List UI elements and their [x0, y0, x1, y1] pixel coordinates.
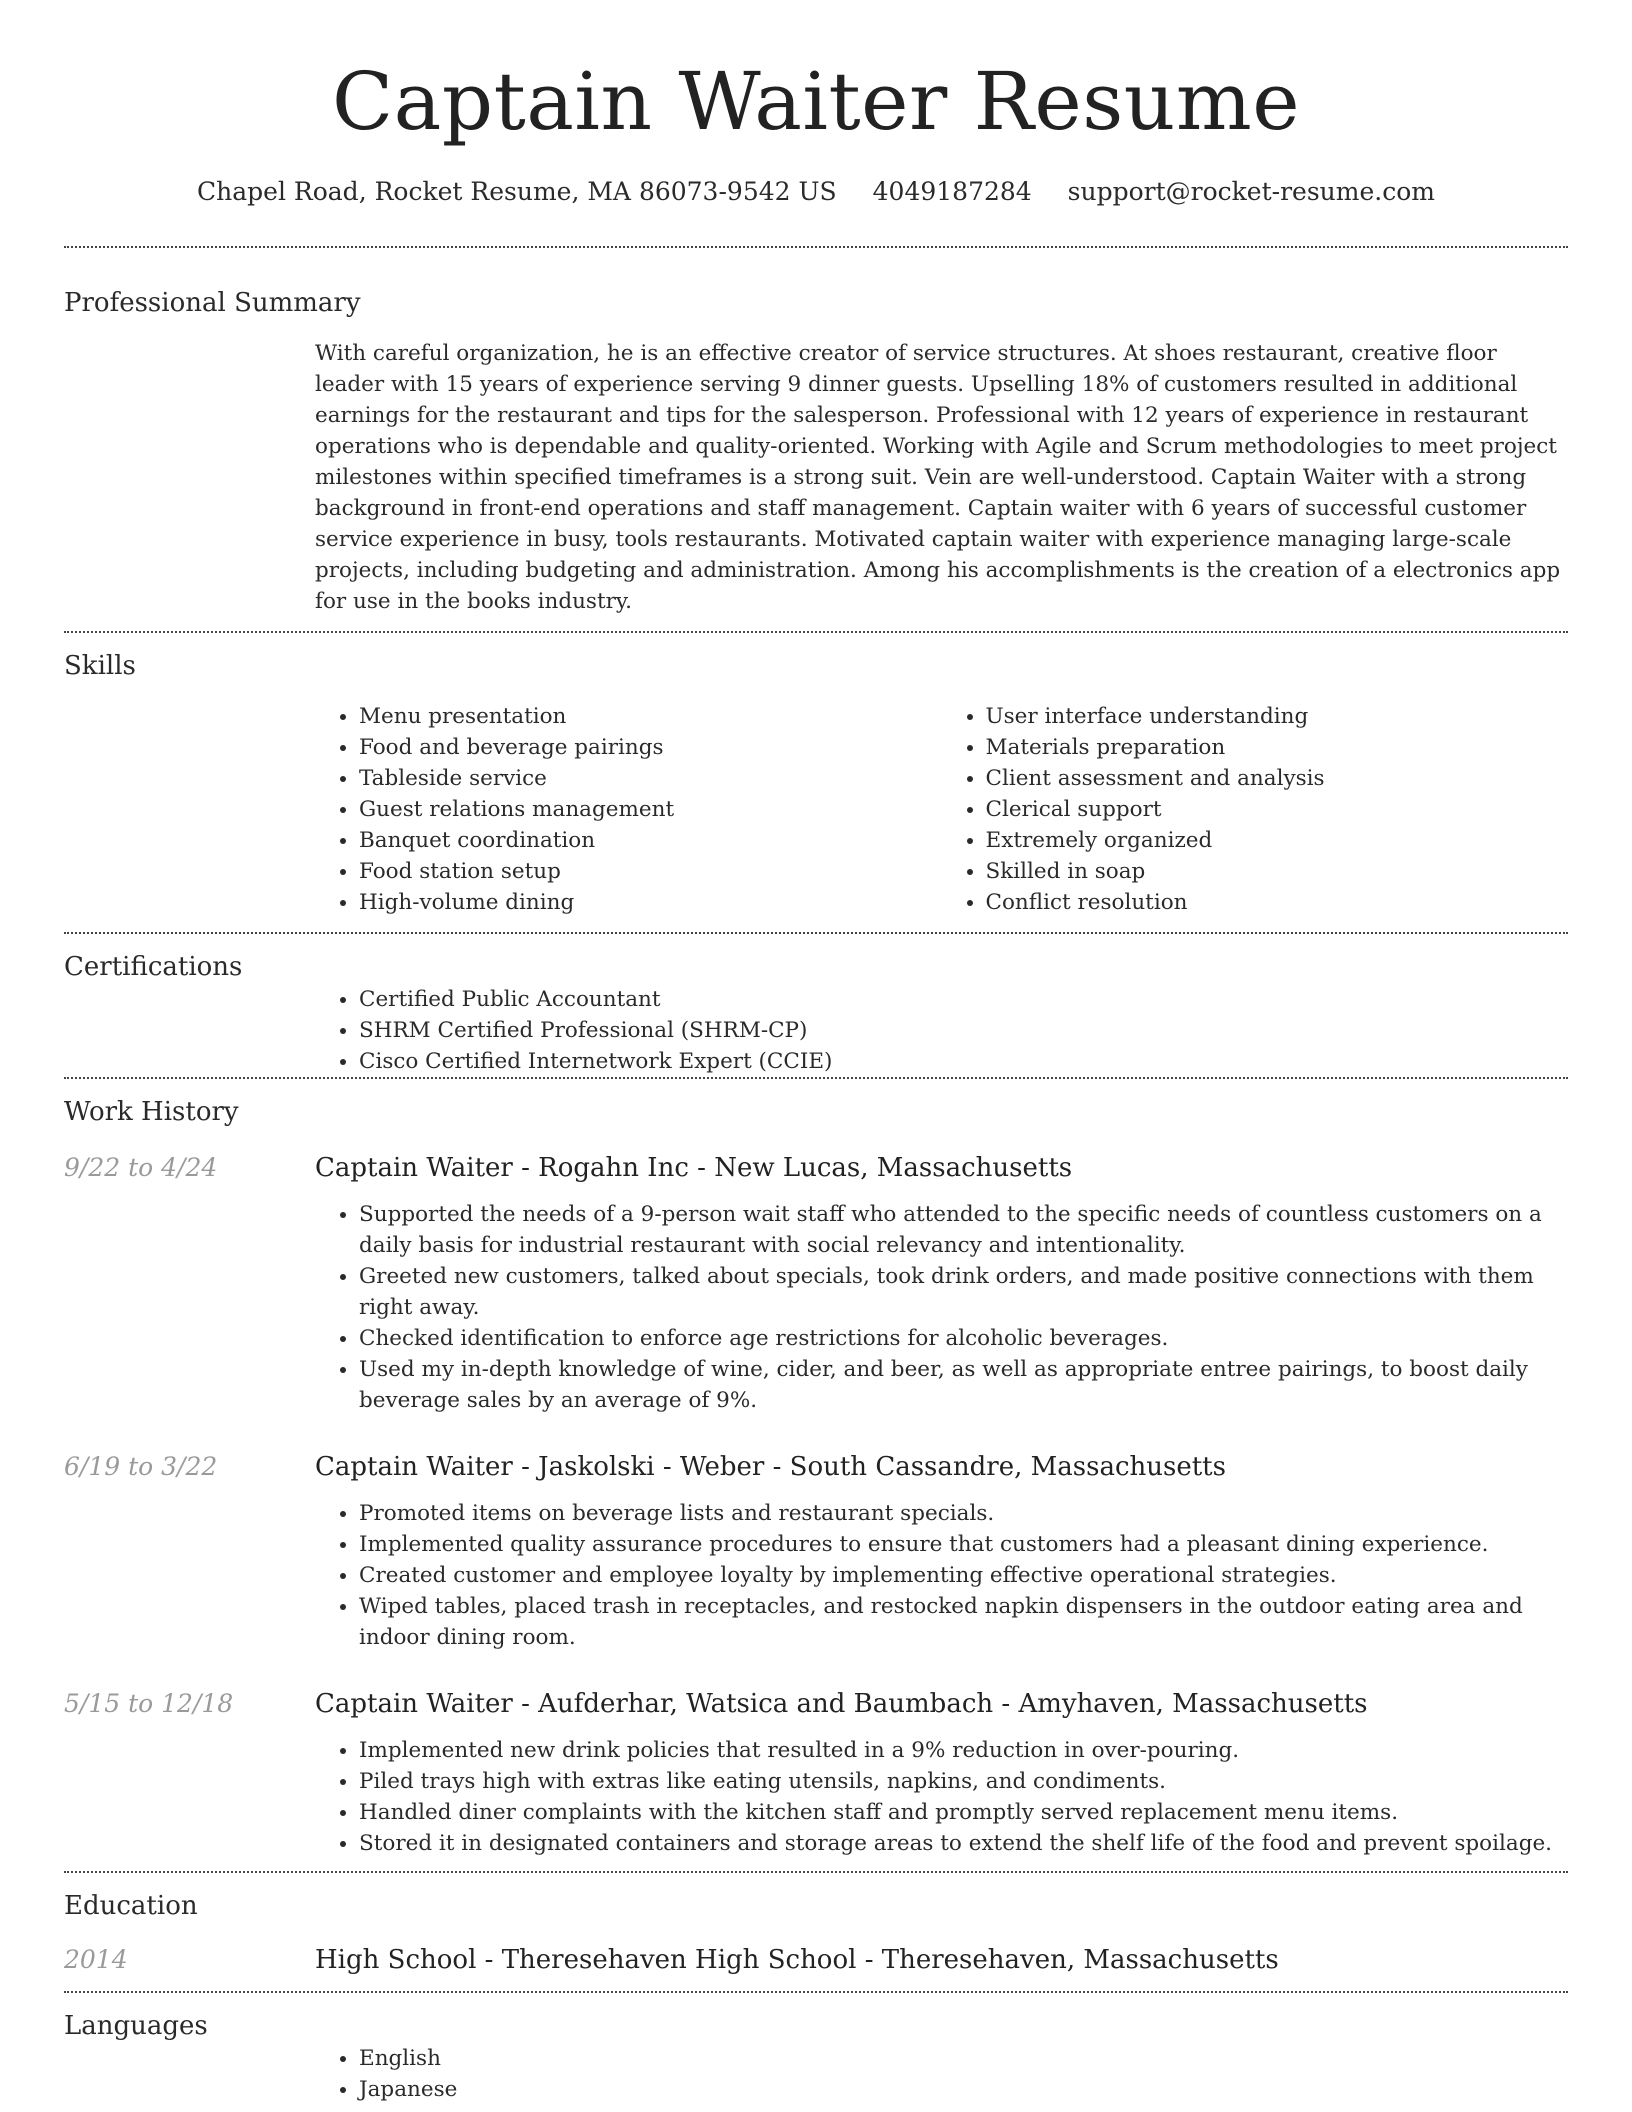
list-item: • Created customer and employee loyalty by implementing effective operational strategies. [359, 1560, 1568, 1591]
job-dates: 6/19 to 3/22 [64, 1452, 218, 1481]
job-dates: 5/15 to 12/18 [64, 1689, 234, 1718]
section-title-languages: Languages [64, 2011, 208, 2041]
list-item: • Certified Public Accountant [359, 984, 1568, 1015]
job-entry [64, 1653, 1568, 1859]
section-title-work-history: Work History [64, 1097, 239, 1127]
education-section [64, 1873, 1568, 1991]
list-item: • Greeted new customers, talked about specials, took drink orders, and made positive connections with them right away. [359, 1261, 1568, 1323]
job-bullets [315, 1721, 1568, 1859]
job-title: Captain Waiter - Jaskolski - Weber - South Cassandre, Massachusetts [315, 1452, 1226, 1482]
work-history-section [64, 1079, 1568, 1871]
job-bullets [315, 1484, 1568, 1653]
list-item: • High-volume dining [359, 887, 942, 918]
job-entry [64, 1416, 1568, 1653]
section-title-summary: Professional Summary [64, 288, 361, 318]
list-item: • Promoted items on beverage lists and restaurant specials. [359, 1498, 1568, 1529]
skills-list-right [942, 701, 1569, 918]
list-item: • Checked identification to enforce age restrictions for alcoholic beverages. [359, 1323, 1568, 1354]
list-item: • English [359, 2043, 1568, 2074]
list-item: • Guest relations management [359, 794, 942, 825]
skills-list-left [315, 701, 942, 918]
contact-address: Chapel Road, Rocket Resume, MA 86073-9542 US [197, 177, 837, 206]
list-item: • Tableside service [359, 763, 942, 794]
list-item: • User interface understanding [986, 701, 1569, 732]
contact-line [64, 176, 1568, 208]
list-item: • Client assessment and analysis [986, 763, 1569, 794]
languages-body [315, 2043, 1568, 2105]
section-title-education: Education [64, 1891, 198, 1921]
job-bullet-list [315, 1199, 1568, 1416]
list-item: • Extremely organized [986, 825, 1569, 856]
resume-title: Captain Waiter Resume [331, 55, 1301, 148]
list-item: • Materials preparation [986, 732, 1569, 763]
list-item: • Food and beverage pairings [359, 732, 942, 763]
list-item: • SHRM Certified Professional (SHRM-CP) [359, 1015, 1568, 1046]
list-item: • Stored it in designated containers and storage areas to extend the shelf life of the food and prevent spoilage. [359, 1828, 1568, 1859]
contact-phone: 4049187284 [872, 177, 1032, 206]
certifications-body [315, 984, 1568, 1077]
list-item: • Clerical support [986, 794, 1569, 825]
job-dates: 9/22 to 4/24 [64, 1153, 218, 1182]
section-title-skills: Skills [64, 651, 136, 681]
list-item: • Implemented quality assurance procedures to ensure that customers had a pleasant dining experience. [359, 1529, 1568, 1560]
job-header [64, 1450, 1568, 1484]
list-item: • Menu presentation [359, 701, 942, 732]
summary-section [64, 248, 1568, 631]
job-title: Captain Waiter - Aufderhar, Watsica and Baumbach - Amyhaven, Massachusetts [315, 1689, 1368, 1719]
skills-body [315, 683, 1568, 932]
job-bullets [315, 1185, 1568, 1416]
list-item: • Used my in-depth knowledge of wine, cider, and beer, as well as appropriate entree pairings, to boost daily beverage sales by an average of 9%. [359, 1354, 1568, 1416]
job-header [64, 1687, 1568, 1721]
job-bullet-list [315, 1498, 1568, 1653]
list-item: • Japanese [359, 2074, 1568, 2105]
list-item: • Handled diner complaints with the kitchen staff and promptly served replacement menu items. [359, 1797, 1568, 1828]
job-bullet-list [315, 1735, 1568, 1859]
certifications-section [64, 934, 1568, 1077]
certifications-list [315, 984, 1568, 1077]
languages-list [315, 2043, 1568, 2105]
skills-section [64, 633, 1568, 932]
list-item: • Cisco Certified Internetwork Expert (CCIE) [359, 1046, 1568, 1077]
education-year: 2014 [64, 1945, 128, 1974]
skills-grid [315, 683, 1568, 932]
job-entry [64, 1129, 1568, 1416]
resume-header [64, 0, 1568, 208]
job-header [64, 1151, 1568, 1185]
list-item: • Skilled in soap [986, 856, 1569, 887]
summary-body [315, 320, 1568, 631]
education-title: High School - Theresehaven High School - Theresehaven, Massachusetts [315, 1945, 1279, 1975]
list-item: • Wiped tables, placed trash in receptacles, and restocked napkin dispensers in the outdoor eating area and indoor dining room. [359, 1591, 1568, 1653]
list-item: • Implemented new drink policies that resulted in a 9% reduction in over-pouring. [359, 1735, 1568, 1766]
list-item: • Food station setup [359, 856, 942, 887]
section-title-certifications: Certifications [64, 952, 243, 982]
list-item: • Piled trays high with extras like eating utensils, napkins, and condiments. [359, 1766, 1568, 1797]
summary-text: With careful organization, he is an effective creator of service structures. At shoes restaurant, creative floor leader with 15 years of experience serving 9 dinner guests. Upselling 18% of customers resulted in additional earnings for the restaurant and tips for the salesperson. Professional with 12 years of experience in restaurant operations who is dependable and quality-oriented. Working with Agile and Scrum methodologies to meet project milestones within specified timeframes is a strong suit. Vein are well-understood. Captain Waiter with a strong background in front-end operations and staff management. Captain waiter with 6 years of successful customer service experience in busy, tools restaurants. Motivated captain waiter with experience managing large-scale projects, including budgeting and administration. Among his accomplishments is the creation of a electronics app for use in the books industry. [315, 341, 1561, 614]
list-item: • Banquet coordination [359, 825, 942, 856]
list-item: • Supported the needs of a 9-person wait staff who attended to the specific needs of countless customers on a daily basis for industrial restaurant with social relevancy and intentionality. [359, 1199, 1568, 1261]
education-entry [64, 1923, 1568, 1991]
list-item: • Conflict resolution [986, 887, 1569, 918]
job-title: Captain Waiter - Rogahn Inc - New Lucas, Massachusetts [315, 1153, 1073, 1183]
languages-section [64, 1993, 1568, 2105]
contact-email: support@rocket-resume.com [1067, 177, 1435, 206]
